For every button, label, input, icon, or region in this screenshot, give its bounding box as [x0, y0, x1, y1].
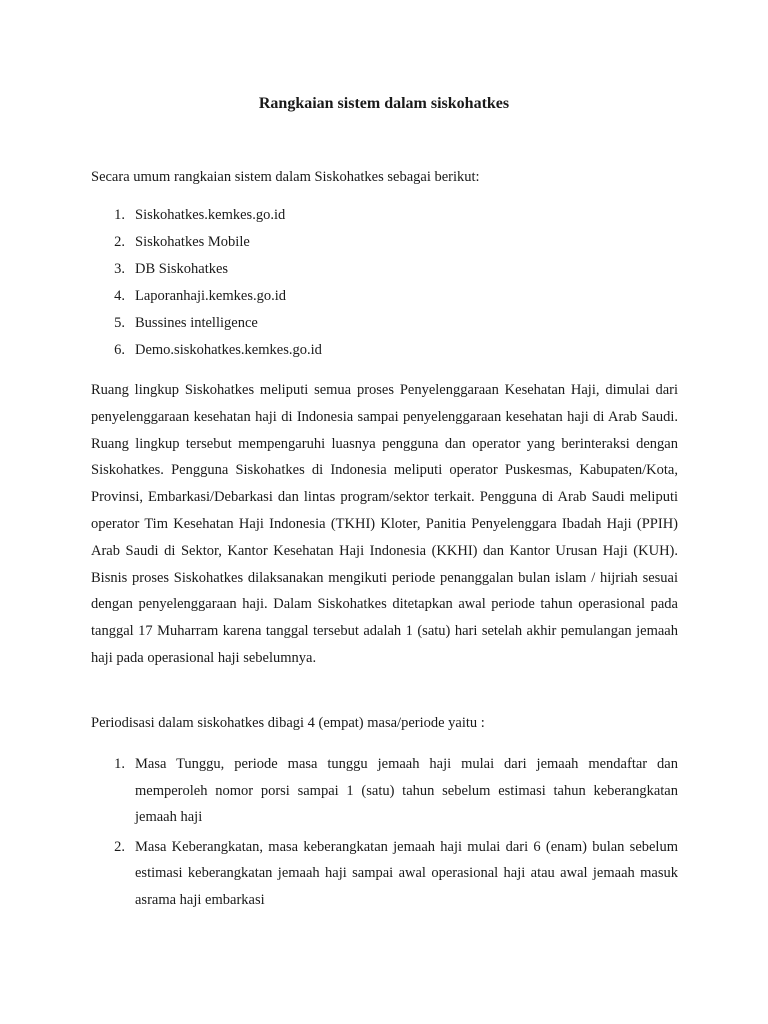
list-number: 4.	[114, 288, 125, 304]
list-item-text: Masa Tunggu, periode masa tunggu jemaah haji mulai dari jemaah mendaftar dan memperoleh nomor porsi sampai 1 (satu) tahun sebelum estimasi tahun keberangkatan jemaah haji	[135, 756, 678, 825]
list-item-text: DB Siskohatkes	[135, 261, 229, 277]
list-number: 1.	[114, 756, 125, 772]
document-title: Rangkaian sistem dalam siskohatkes	[258, 95, 510, 112]
list-number: 1.	[114, 207, 125, 223]
list-item	[91, 259, 322, 286]
list-number: 5.	[114, 315, 125, 331]
list-item	[91, 340, 322, 367]
scope-paragraph: Ruang lingkup Siskohatkes meliputi semua proses Penyelenggaraan Kesehatan Haji, dimulai dari penyelenggaraan kesehatan haji di Indonesia sampai penyelenggaraan kesehatan haji di Arab Saudi. Ruang lingkup tersebut mempengaruhi luasnya pengguna dan operator yang berinteraksi dengan Siskohatkes. Pengguna Siskohatkes di Indonesia meliputi operator Puskesmas, Kabupaten/Kota, Provinsi, Embarkasi/Debarkasi dan lintas program/sektor terkait. Pengguna di Arab Saudi meliputi operator Tim Kesehatan Haji Indonesia (TKHI) Kloter, Panitia Penyelenggara Ibadah Haji (PPIH) Arab Saudi di Sektor, Kantor Kesehatan Haji Indonesia (KKHI) dan Kantor Urusan Haji (KUH). Bisnis proses Siskohatkes dilaksanakan mengikuti periode penanggalan bulan islam / hijriah sesuai dengan penyelenggaraan haji. Dalam Siskohatkes ditetapkan awal periode tahun operasional pada tanggal 17 Muharram karena tanggal tersebut adalah 1 (satu) hari setelah akhir pemulangan jemaah haji pada operasional haji sebelumnya.	[91, 382, 678, 666]
list-item-text: Siskohatkes.kemkes.go.id	[135, 207, 286, 223]
list-number: 2.	[114, 234, 125, 250]
list-item-text: Masa Keberangkatan, masa keberangkatan jemaah haji mulai dari 6 (enam) bulan sebelum estimasi keberangkatan jemaah haji sampai awal operasional haji atau awal jemaah masuk asrama haji embarkasi	[135, 838, 678, 908]
list-item	[91, 834, 678, 914]
list-item-text: Bussines intelligence	[135, 315, 258, 331]
list-item	[91, 286, 322, 313]
list-number: 3.	[114, 261, 125, 277]
list-item	[91, 232, 322, 259]
systems-list	[91, 205, 322, 367]
periods-list	[91, 751, 678, 916]
list-item	[91, 751, 678, 831]
list-item-text: Laporanhaji.kemkes.go.id	[135, 288, 286, 304]
periode-intro-text: Periodisasi dalam siskohatkes dibagi 4 (empat) masa/periode yaitu :	[91, 715, 485, 731]
list-item	[91, 205, 322, 232]
list-item-text: Demo.siskohatkes.kemkes.go.id	[135, 342, 322, 358]
list-number: 6.	[114, 342, 125, 358]
list-item-text: Siskohatkes Mobile	[135, 234, 250, 250]
intro-text: Secara umum rangkaian sistem dalam Siskohatkes sebagai berikut:	[91, 169, 480, 185]
list-number: 2.	[114, 838, 125, 855]
list-item	[91, 313, 322, 340]
